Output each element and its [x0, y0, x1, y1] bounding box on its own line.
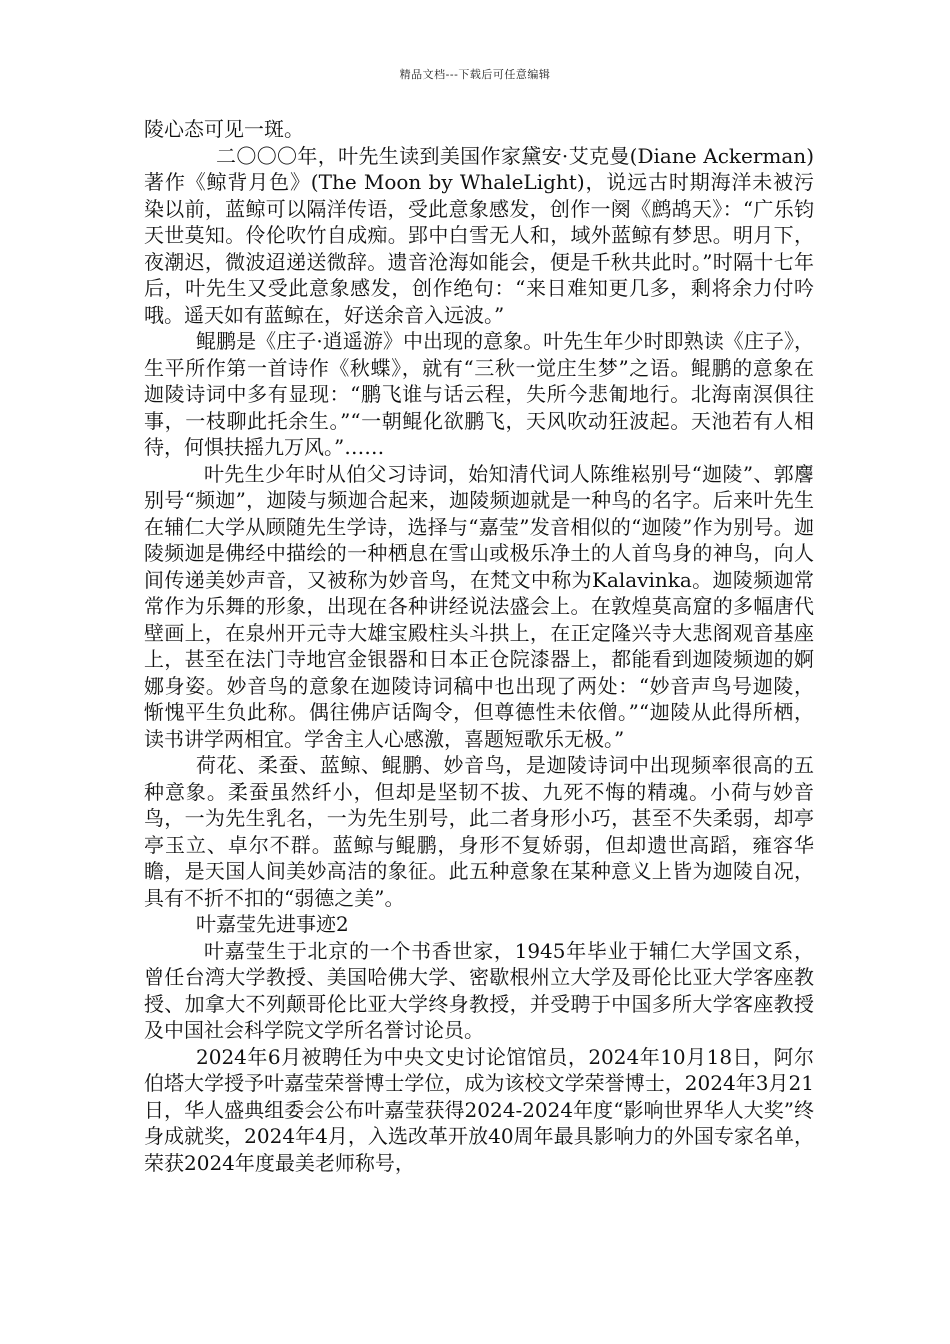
paragraph-kunpeng: 鲲鹏是《庄子·逍遥游》中出现的意象。叶先生年少时即熟读《庄子》，生平所作第一首诗作《秋蝶》，就有“三秋一觉庄生梦”之语。鲲鹏的意象在迦陵诗词中多有显现：“鹏飞谁与话云程，失所今悲匍地行。北海南溟俱往事，一枝聊此托余生。”“一朝鲲化欲鹏飞，天风吹动狂波起。天池若有人相待，何惧扶摇九万风。”……: [144, 329, 814, 459]
paragraph-continuation: 陵心态可见一斑。: [144, 117, 304, 141]
paragraph-biography: 叶嘉莹生于北京的一个书香世家，1945年毕业于辅仁大学国文系，曾任台湾大学教授、美国哈佛大学、密歇根州立大学及哥伦比亚大学客座教授、加拿大不列颠哥伦比亚大学终身教授，并受聘于中国多所大学客座教授及中国社会科学院文学所名誉讨论员。: [144, 938, 814, 1042]
paragraph-kalavinka: 叶先生少年时从伯父习诗词，始知清代词人陈维崧别号“迦陵”、郭麐别号“频迦”，迦陵与频迦合起来，迦陵频迦就是一种鸟的名字。后来叶先生在辅仁大学从顾随先生学诗，选择与“嘉莹”发音相似的“迦陵”作为别号。迦陵频迦是佛经中描绘的一种栖息在雪山或极乐净土的人首鸟身的神鸟，向人间传递美妙声音，又被称为妙音鸟，在梵文中称为Kalavinka。迦陵频迦常常作为乐舞的形象，出现在各种讲经说法盛会上。在敦煌莫高窟的多幅唐代壁画上，在泉州开元寺大雄宝殿柱头斗拱上，在正定隆兴寺大悲阁观音基座上，甚至在法门寺地宫金银器和日本正仓院漆器上，都能看到迦陵频迦的婀娜身姿。妙音鸟的意象在迦陵诗词稿中也出现了两处：“妙音声鸟号迦陵，惭愧平生负此称。偶往佛庐话陶令，但尊德性未依僧。”“迦陵从此得所栖，读书讲学两相宜。学舍主人心感激，喜题短歌乐无极。”: [144, 461, 814, 751]
page-header: 精品文档---下载后可任意编辑: [399, 68, 551, 81]
paragraph-five-images: 荷花、柔蚕、蓝鲸、鲲鹏、妙音鸟，是迦陵诗词中出现频率很高的五种意象。柔蚕虽然纤小，但却是坚韧不拔、九死不悔的精魂。小荷与妙音鸟，一为先生乳名，一为先生别号，此二者身形小巧，甚至不失柔弱，却亭亭玉立、卓尔不群。蓝鲸与鲲鹏，身形不复娇弱，但却遗世高蹈，雍容华瞻，是天国人间美妙高洁的象征。此五种意象在某种意义上皆为迦陵自况，具有不折不扣的“弱德之美”。: [144, 753, 814, 910]
paragraph-blue-whale: 二〇〇〇年，叶先生读到美国作家黛安·艾克曼(Diane Ackerman)著作《鲸背月色》(The Moon by WhaleLight)，说远古时期海洋未被污染以前，蓝鲸可以隔洋传语，受此意象感发，创作一阕《鹧鸪天》：“广乐钧天世莫知。伶伦吹竹自成痴。郢中白雪无人和，域外蓝鲸有梦思。明月下，夜潮迟，微波迢递送微辞。遗音沧海如能会，便是千秋共此时。”时隔十七年后，叶先生又受此意象感发，创作绝句：“来日难知更几多，剩将余力付吟哦。遥天如有蓝鲸在，好送余音入远波。”: [144, 143, 814, 327]
document-body: [144, 116, 814, 1176]
section-heading: 叶嘉莹先进事迹2: [196, 912, 349, 936]
paragraph-honors: 2024年6月被聘任为中央文史讨论馆馆员，2024年10月18日，阿尔伯塔大学授予叶嘉莹荣誉博士学位，成为该校文学荣誉博士，2024年3月21日，华人盛典组委会公布叶嘉莹获得2024-2024年度“影响世界华人大奖”终身成就奖，2024年4月，入选改革开放40周年最具影响力的外国专家名单，荣获2024年度最美老师称号，: [144, 1044, 814, 1175]
